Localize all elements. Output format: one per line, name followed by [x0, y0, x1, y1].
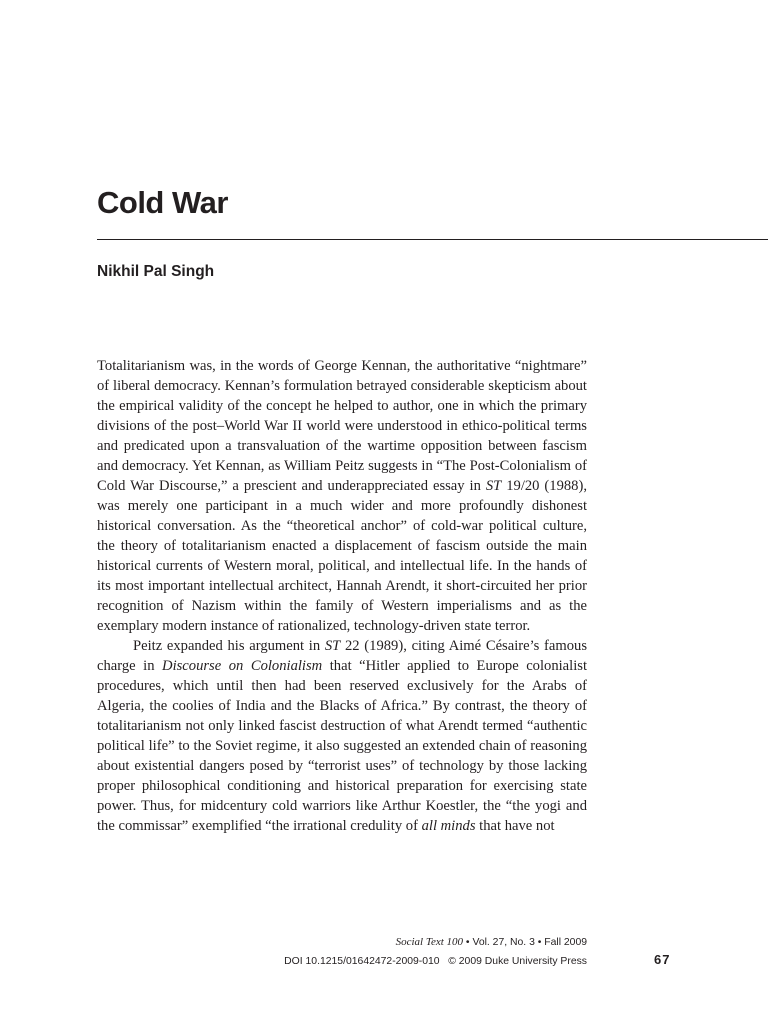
p2-text-b: 22 (1989), citing Aimé Césaire’s famous charge in [97, 638, 587, 674]
journal-issue: • Vol. 27, No. 3 • Fall 2009 [463, 937, 587, 948]
journal-abbrev: ST [485, 478, 502, 494]
journal-abbrev: ST [324, 638, 341, 654]
page-number: 67 [654, 952, 671, 967]
p2-text-c: that “Hitler applied to Europe colonialist procedures, which until then had been reserved exclusively for the Arabs of Algeria, the coolies of India and the Blacks of Africa.” By contrast, the theory of totalitarianism not only linked fascist destruction of what Arendt termed “authentic political life” to the Soviet regime, it also suggested an extended chain of reasoning about existential dangers posed by “terrorist uses” of technology by those lacking proper philosophical conditioning and historical preparation for exercising state power. Thus, for midcentury cold warriors like Arthur Koestler, the “the yogi and the commissar” exemplified “the irrational credulity of [97, 658, 587, 834]
p1-text-b: 19/20 (1988), was merely one participant in a much wider and more profoundly dishonest historical conversation. As the “theoretical anchor” of cold-war political culture, the theory of totalitarianism enacted a displacement of fascism outside the main historical currents of Western moral, political, and intellectual life. In the hands of its most important intellectual architect, Hannah Arendt, it short-circuited her prior recognition of Nazism within the family of Western imperialisms and as the exemplary modern instance of rationalized, technology-driven state terror. [97, 478, 587, 634]
paragraph-2 [97, 636, 587, 836]
book-title: Discourse on Colonialism [162, 658, 323, 674]
title-rule [97, 239, 768, 240]
article-title: Cold War [97, 185, 228, 220]
journal-citation [200, 935, 587, 950]
article-body [97, 356, 587, 836]
article-author: Nikhil Pal Singh [97, 263, 215, 280]
doi-line: DOI 10.1215/01642472-2009-010 © 2009 Duke University Press [284, 956, 587, 967]
emphasis: all minds [421, 818, 476, 834]
p2-text-d: that have not [475, 818, 555, 834]
paragraph-1 [97, 356, 587, 636]
p2-text-a: Peitz expanded his argument in [133, 638, 325, 654]
p1-text-a: Totalitarianism was, in the words of George Kennan, the authoritative “nightmare” of liberal democracy. Kennan’s formulation betrayed considerable skepticism about the empirical validity of the concept he helped to author, one in which the primary divisions of the post–World War II world were understood in ethico-political terms and predicated upon a transvaluation of the wartime opposition between fascism and democracy. Yet Kennan, as William Peitz suggests in “The Post-Colonialism of Cold War Discourse,” a prescient and underappreciated essay in [97, 358, 587, 494]
journal-name: Social Text 100 [395, 936, 464, 948]
